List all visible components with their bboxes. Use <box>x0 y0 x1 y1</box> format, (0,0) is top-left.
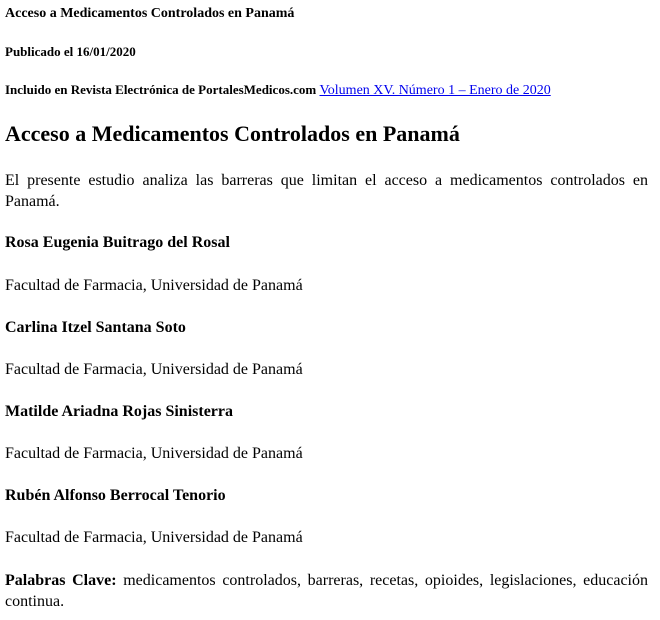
header-title: Acceso a Medicamentos Controlados en Panamá <box>5 6 295 21</box>
author-affiliation: Facultad de Farmacia, Universidad de Panamá <box>5 361 303 378</box>
author-name: Carlina Itzel Santana Soto <box>5 319 186 336</box>
author-name: Matilde Ariadna Rojas Sinisterra <box>5 403 233 420</box>
issue-link[interactable]: Volumen XV. Número 1 – Enero de 2020 <box>319 83 551 98</box>
abstract: El presente estudio analiza las barreras que limitan el acceso a medicamentos controlados en Panamá. <box>5 172 648 210</box>
article-title: Acceso a Medicamentos Controlados en Panamá <box>5 121 460 146</box>
author-name: Rosa Eugenia Buitrago del Rosal <box>5 234 230 251</box>
keywords-label: Palabras Clave: <box>5 572 117 589</box>
included-prefix: Incluido en Revista Electrónica de PortalesMedicos.com <box>5 82 320 97</box>
author-affiliation: Facultad de Farmacia, Universidad de Panamá <box>5 529 303 546</box>
author-affiliation: Facultad de Farmacia, Universidad de Panamá <box>5 445 303 462</box>
author-name: Rubén Alfonso Berrocal Tenorio <box>5 487 226 504</box>
publication-date: Publicado el 16/01/2020 <box>5 44 136 59</box>
author-affiliation: Facultad de Farmacia, Universidad de Panamá <box>5 277 303 294</box>
keywords-list: medicamentos controlados, barreras, recetas, opioides, legislaciones, educación continua. <box>5 572 649 610</box>
included-in-journal <box>5 82 551 99</box>
keywords <box>5 570 648 612</box>
